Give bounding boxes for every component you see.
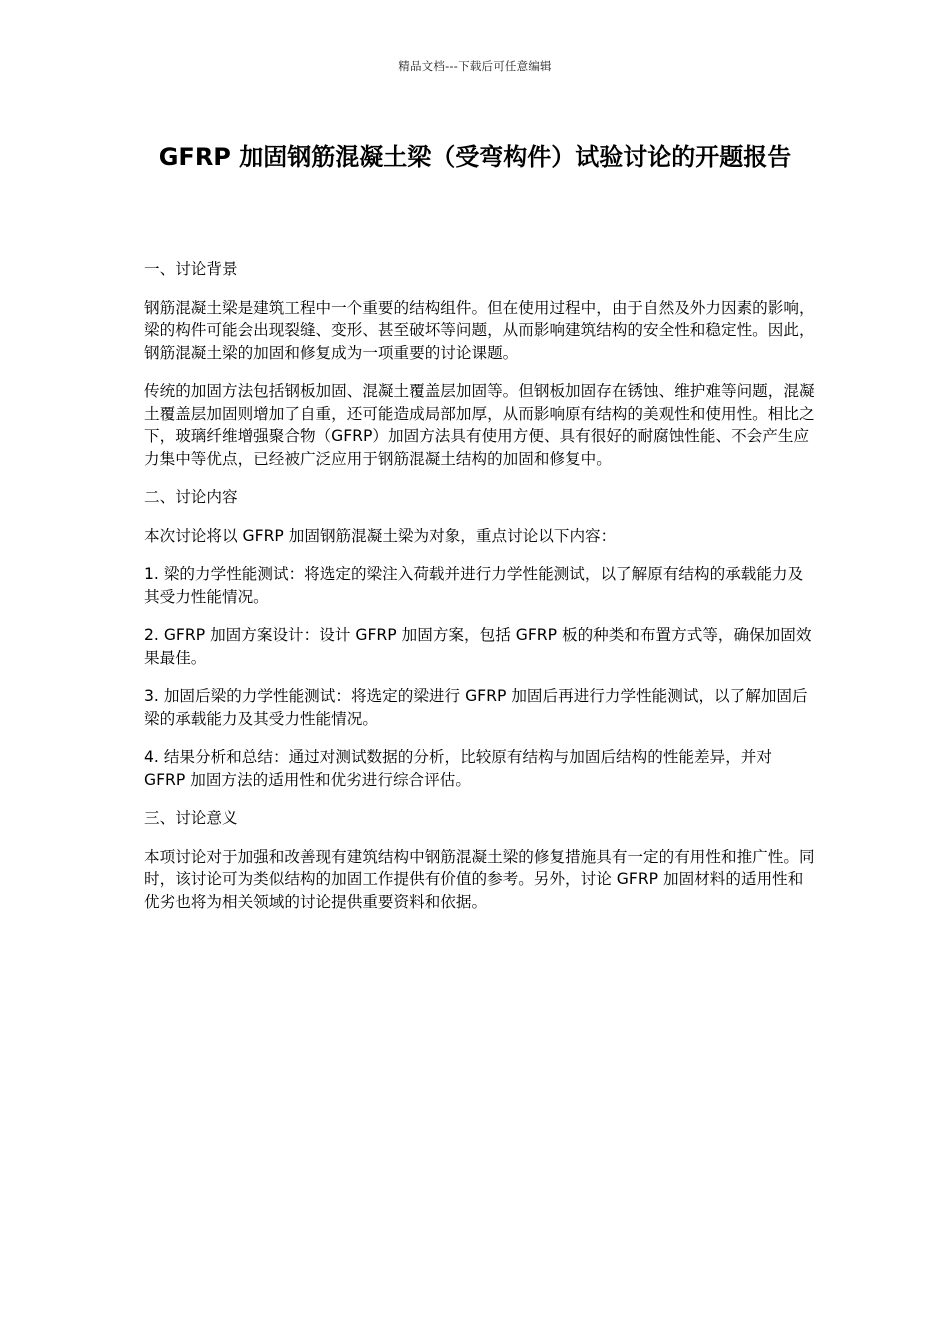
paragraph-background-1: 钢筋混凝土梁是建筑工程中一个重要的结构组件。但在使用过程中，由于自然及外力因素的影响，梁的构件可能会出现裂缝、变形、甚至破坏等问题，从而影响建筑结构的安全性和稳定性。因此，钢筋混凝土梁的加固和修复成为一项重要的讨论课题。 <box>144 298 815 362</box>
document-title: GFRP 加固钢筋混凝土梁（受弯构件）试验讨论的开题报告 <box>158 143 792 171</box>
section-heading-background: 一、讨论背景 <box>144 260 238 278</box>
paragraph-significance-1: 本项讨论对于加强和改善现有建筑结构中钢筋混凝土梁的修复措施具有一定的有用性和推广性。同时，该讨论可为类似结构的加固工作提供有价值的参考。另外，讨论 GFRP 加固材料的适用性和优劣也将为相关领域的讨论提供重要资料和依据。 <box>144 847 815 911</box>
list-item-content-3: 3. 加固后梁的力学性能测试：将选定的梁进行 GFRP 加固后再进行力学性能测试，以了解加固后梁的承载能力及其受力性能情况。 <box>144 687 808 728</box>
paragraph-content-intro: 本次讨论将以 GFRP 加固钢筋混凝土梁为对象，重点讨论以下内容： <box>144 526 617 545</box>
section-heading-content: 二、讨论内容 <box>144 488 238 506</box>
document-body <box>144 258 816 929</box>
header-note: 精品文档---下载后可任意编辑 <box>398 59 552 73</box>
list-item-content-4: 4. 结果分析和总结：通过对测试数据的分析，比较原有结构与加固后结构的性能差异，并对 GFRP 加固方法的适用性和优劣进行综合评估。 <box>144 748 772 789</box>
section-heading-significance: 三、讨论意义 <box>144 809 238 827</box>
list-item-content-1: 1. 梁的力学性能测试：将选定的梁注入荷载并进行力学性能测试，以了解原有结构的承载能力及其受力性能情况。 <box>144 565 804 606</box>
paragraph-background-2: 传统的加固方法包括钢板加固、混凝土覆盖层加固等。但钢板加固存在锈蚀、维护难等问题，混凝土覆盖层加固则增加了自重，还可能造成局部加厚，从而影响原有结构的美观性和使用性。相比之下，玻璃纤维增强聚合物（GFRP）加固方法具有使用方便、具有很好的耐腐蚀性能、不会产生应力集中等优点，已经被广泛应用于钢筋混凝土结构的加固和修复中。 <box>144 382 815 468</box>
list-item-content-2: 2. GFRP 加固方案设计：设计 GFRP 加固方案，包括 GFRP 板的种类和布置方式等，确保加固效果最佳。 <box>144 626 812 667</box>
